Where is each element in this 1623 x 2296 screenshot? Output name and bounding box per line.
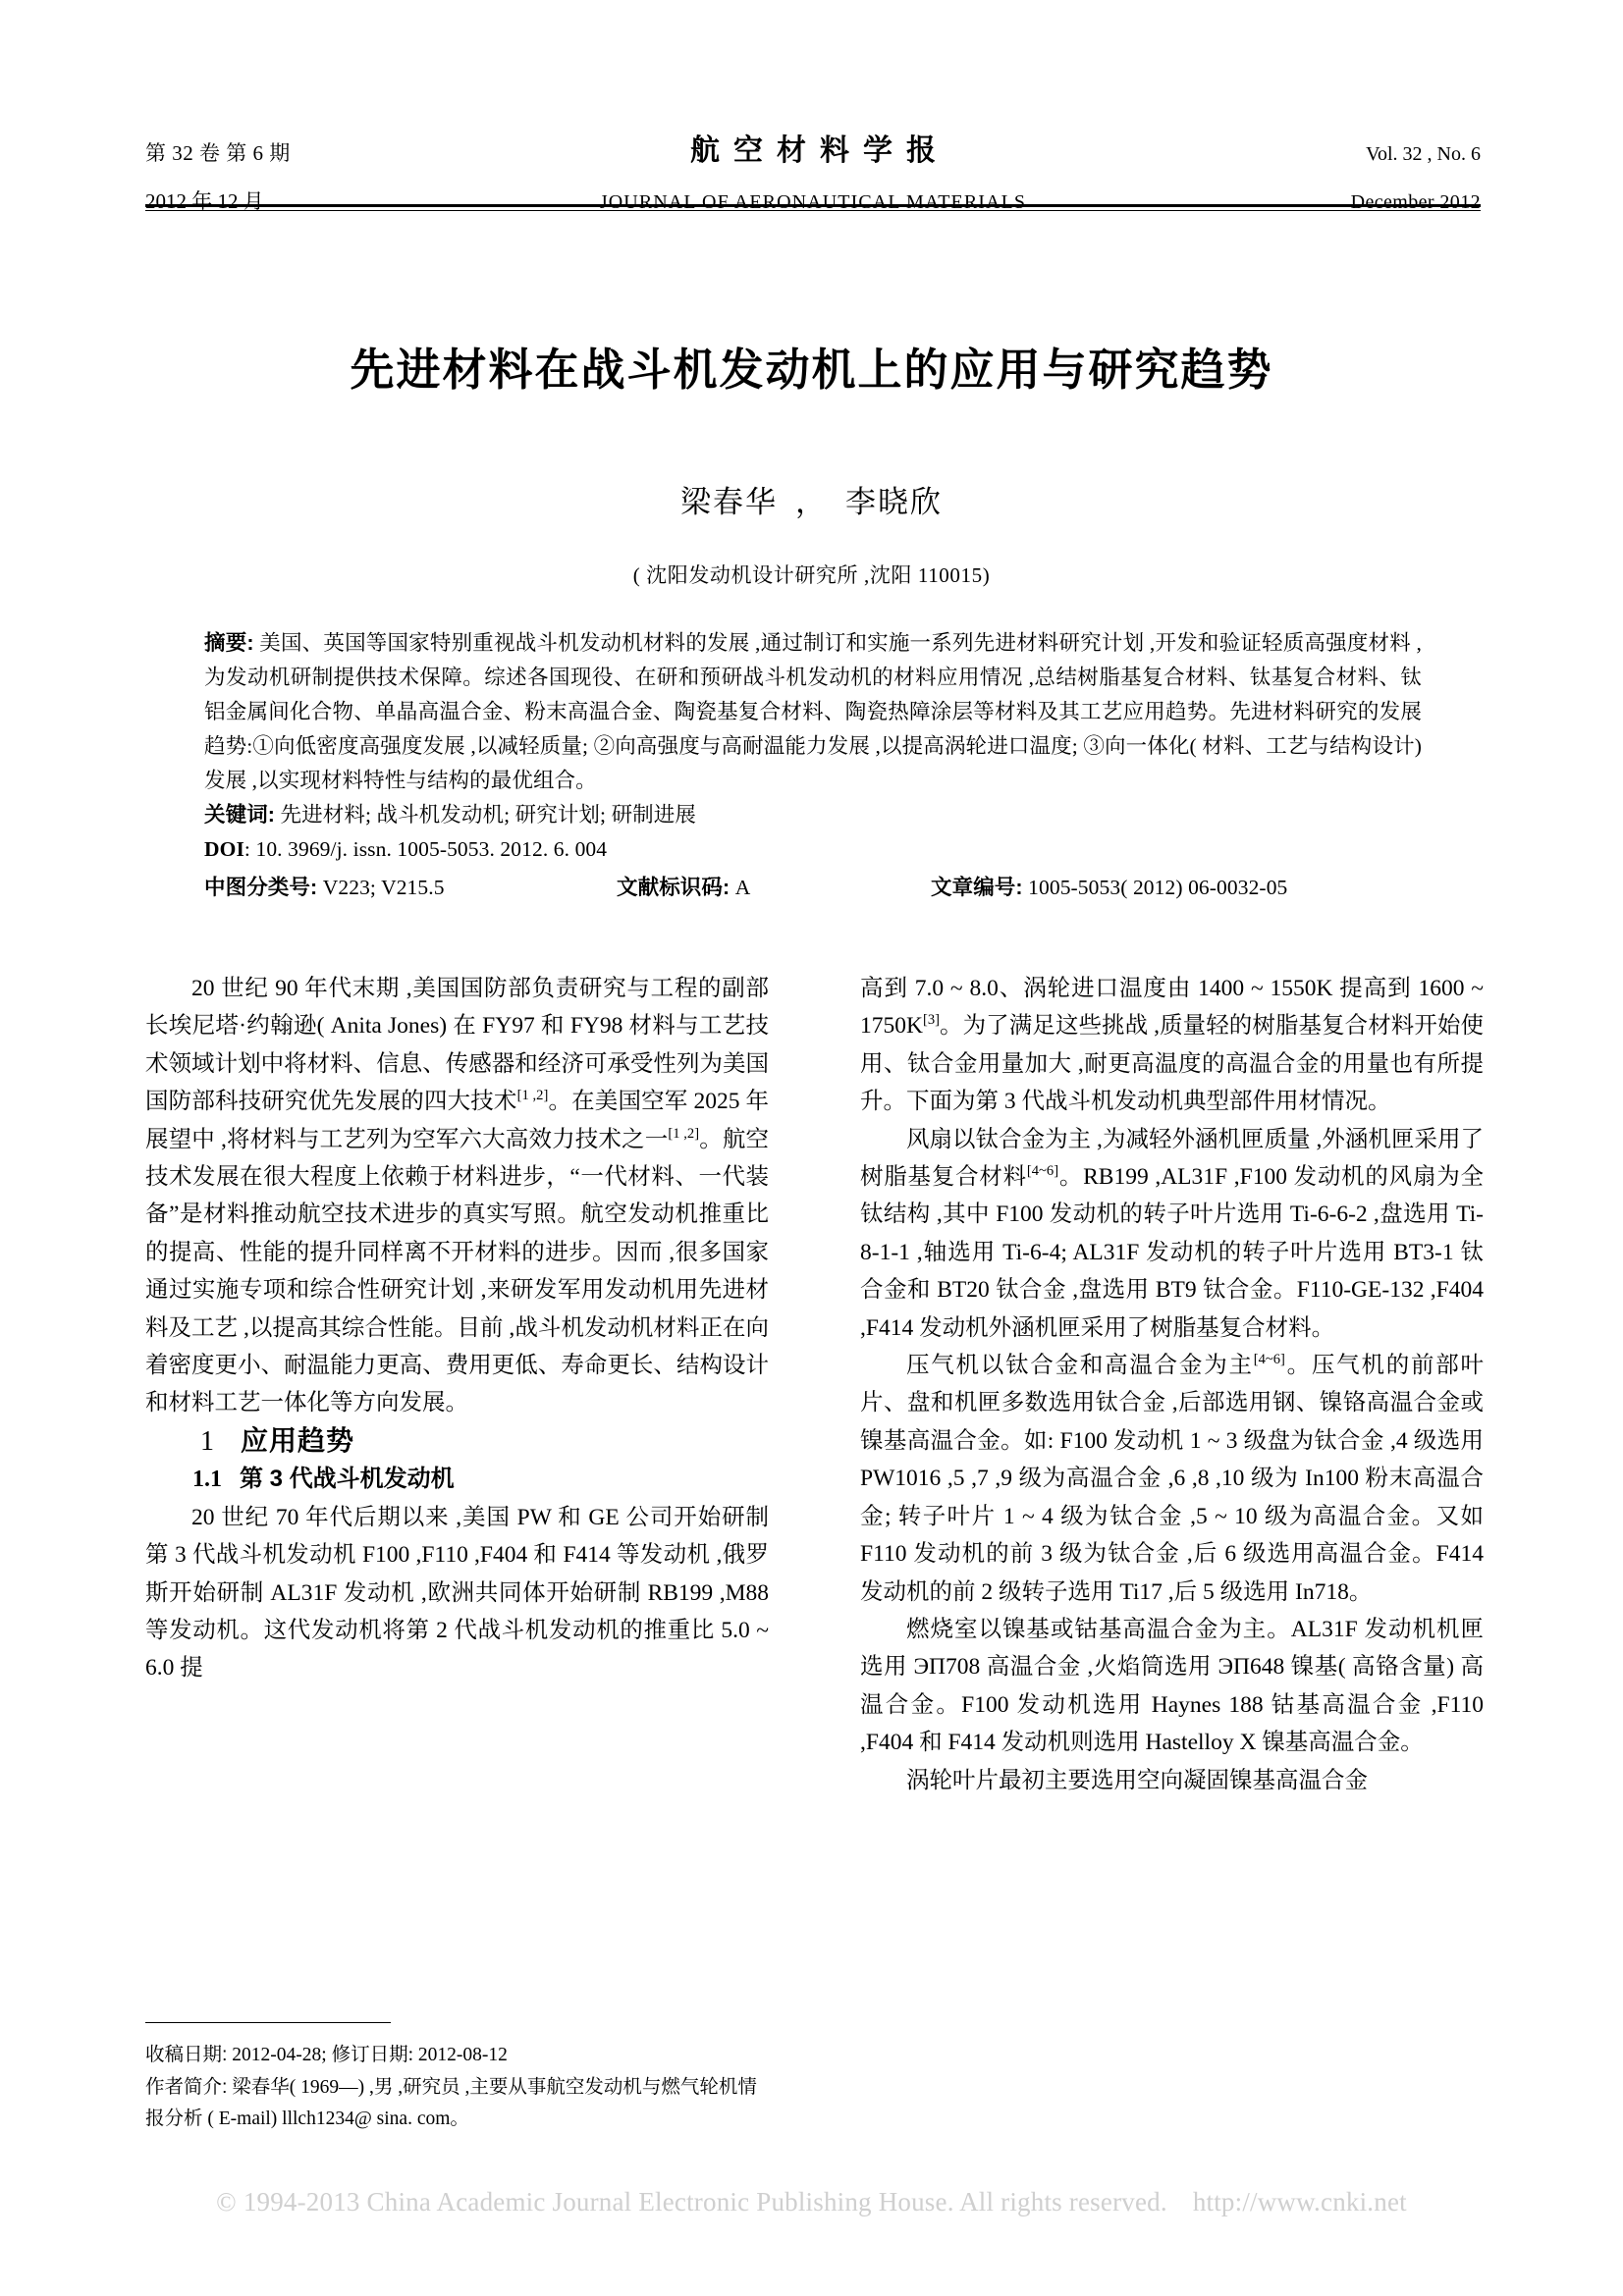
doi-label: DOI bbox=[204, 837, 244, 861]
paragraph bbox=[860, 1347, 1484, 1611]
footnote-block bbox=[145, 2022, 774, 2135]
paragraph: 燃烧室以镍基或钴基高温合金为主。AL31F 发动机机匣选用 ЭП708 高温合金 ,火焰筒选用 ЭП648 镍基( 高铬含量) 高温合金。F100 发动机选用 Haynes 188 钴基高温合金 ,F110 ,F404 和 F414 发动机则选用 Hastelloy X 镍基高温合金。 bbox=[860, 1616, 1484, 1756]
paragraph-text: 高到 7.0 ~ 8.0、涡轮进口温度由 1400 ~ 1550K 提高到 1600 ~ 1750K bbox=[860, 976, 1484, 1040]
doi-value: : 10. 3969/j. issn. 1005-5053. 2012. 6. 004 bbox=[243, 837, 608, 861]
reference-marker: [4~6] bbox=[1026, 1163, 1059, 1180]
paragraph: 20 世纪 70 年代后期以来 ,美国 PW 和 GE 公司开始研制第 3 代战斗机发动机 F100 ,F110 ,F404 和 F414 等发动机 ,俄罗斯开始研制 AL31F 发动机 ,欧洲共同体开始研制 RB199 ,M88 等发动机。这代发动机将第 2 代战斗机发动机的推重比 5.0 ~ 6.0 提 bbox=[145, 1504, 769, 1682]
paragraph-text: 风扇以钛合金为主 ,为减轻外涵机匣质量 ,外涵机匣采用了树脂基复合材料 bbox=[860, 1126, 1484, 1191]
body-column-left bbox=[145, 970, 769, 1687]
paragraph-text: 。航空技术发展在很大程度上依赖于材料进步，“一代材料、一代装备”是材料推动航空技术进步的真实写照。航空发动机推重比的提高、性能的提升同样离不开材料的进步。因而 ,很多国家通过实施专项和综合性研究计划 ,来研发军用发动机用先进材料及工艺 ,以提高其综合性能。目前 ,战斗机发动机材料正在向着密度更小、耐温能力更高、费用更低、寿命更长、结构设计和材料工艺一体化等方向发展。 bbox=[145, 1126, 770, 1416]
section-number: 1 bbox=[200, 1425, 215, 1457]
issue-date-en: December 2012 bbox=[1350, 191, 1481, 213]
keywords-text: 先进材料; 战斗机发动机; 研究计划; 研制进展 bbox=[275, 803, 696, 827]
article-id bbox=[931, 871, 1422, 905]
abstract-text: 美国、英国等国家特别重视战斗机发动机材料的发展 ,通过制订和实施一系列先进材料研究计划 ,开发和验证轻质高强度材料 ,为发动机研制提供技术保障。综述各国现役、在研和预研战斗机发动机的材料应用情况 ,总结树脂基复合材料、钛基复合材料、钛铝金属间化合物、单晶高温合金、粉末高温合金、陶瓷基复合材料、陶瓷热障涂层等材料及其工艺应用趋势。先进材料研究的发展趋势:①向低密度高强度发展 ,以减轻质量; ②向高强度与高耐温能力发展 ,以提高涡轮进口温度; ③向一体化( 材料、工艺与结构设计) 发展 ,以实现材料特性与结构的最优组合。 bbox=[204, 631, 1422, 792]
paragraph-text: 。在美国空军 2025 年展望中 ,将材料与工艺列为空军六大高效力技术之一 bbox=[145, 1089, 770, 1152]
keywords-paragraph bbox=[204, 798, 1422, 832]
page-title: 先进材料在战斗机发动机上的应用与研究趋势 bbox=[350, 345, 1273, 395]
footnote-divider-rule bbox=[145, 2022, 391, 2023]
reference-marker: [1 ,2] bbox=[668, 1125, 700, 1142]
copyright-text: © 1994-2013 China Academic Journal Electronic Publishing House. All rights reserved. bbox=[216, 2187, 1167, 2216]
clc-number bbox=[204, 871, 617, 905]
paragraph: 涡轮叶片最初主要选用空向凝固镍基高温合金 bbox=[906, 1767, 1368, 1793]
subsection-number: 1.1 bbox=[192, 1467, 222, 1493]
journal-title-en: JOURNAL OF AERONAUTICAL MATERIALS bbox=[599, 191, 1027, 213]
abstract-block bbox=[204, 626, 1422, 905]
section-heading-1 bbox=[145, 1422, 769, 1461]
volume-issue-en: Vol. 32 , No. 6 bbox=[1366, 143, 1481, 165]
classification-line bbox=[204, 871, 1422, 905]
section-title: 应用趋势 bbox=[241, 1424, 355, 1456]
subsection-title: 第 3 代战斗机发动机 bbox=[240, 1466, 455, 1493]
journal-title-cn: 航空材料学报 bbox=[690, 134, 949, 167]
paragraph bbox=[860, 1121, 1484, 1347]
document-code-label: 文献标识码: bbox=[617, 876, 730, 899]
paragraph-text: 20 世纪 90 年代末期 ,美国国防部负责研究与工程的副部长埃尼塔·约翰逊( Anita Jones) 在 FY97 和 FY98 材料与工艺技术领域计划中将材料、信息、传感器和经济可承受性列为美国国防部科技研究优先发展的四大技术 bbox=[145, 976, 769, 1115]
volume-issue-cn: 第 32 卷 第 6 期 bbox=[145, 141, 291, 165]
header-divider-rule bbox=[145, 204, 1481, 211]
paragraph-text: 压气机以钛合金和高温合金为主 bbox=[906, 1353, 1254, 1379]
article-id-label: 文章编号: bbox=[931, 876, 1023, 899]
clc-value: V223; V215.5 bbox=[317, 876, 445, 899]
document-code bbox=[617, 871, 931, 905]
copyright-watermark bbox=[0, 2187, 1623, 2217]
article-id-value: 1005-5053( 2012) 06-0032-05 bbox=[1022, 876, 1288, 899]
masthead bbox=[145, 126, 1481, 215]
issue-date-cn: 2012 年 12 月 bbox=[145, 189, 264, 213]
author-bio-label: 作者简介: bbox=[145, 2076, 228, 2098]
author-name-1: 梁春华 bbox=[680, 485, 778, 519]
doi-line bbox=[204, 832, 1422, 867]
masthead-row-top bbox=[145, 126, 1481, 169]
paragraph-text: 。压气机的前部叶片、盘和机匣多数选用钛合金 ,后部选用钢、镍铬高温合金或镍基高温合金。如: F100 发动机 1 ~ 3 级盘为钛合金 ,4 级选用 PW1016 ,5 ,7 ,9 级为高温合金 ,6 ,8 ,10 级为 In100 粉末高温合金; 转子叶片 1 ~ 4 级为钛合金 ,5 ~ 10 级为高温合金。又如 F110 发动机的前 3 级为钛合金 ,后 6 级选用高温合金。F414 发动机的前 2 级转子选用 Ti17 ,后 5 级选用 In718。 bbox=[860, 1353, 1485, 1605]
author-bio-line bbox=[145, 2071, 774, 2135]
author-name-2: 李晓欣 bbox=[845, 485, 943, 519]
paragraph-text: 。为了满足这些挑战 ,质量轻的树脂基复合材料开始使用、钛合金用量加大 ,耐更高温度的高温合金的用量也有所提升。下面为第 3 代战斗机发动机典型部件用材情况。 bbox=[860, 1013, 1484, 1115]
section-heading-1-1 bbox=[145, 1461, 769, 1498]
received-date-line bbox=[145, 2039, 774, 2071]
paragraph-text: 。RB199 ,AL31F ,F100 发动机的风扇为全钛结构 ,其中 F100 发动机的转子叶片选用 Ti-6-6-2 ,盘选用 Ti-8-1-1 ,轴选用 Ti-6-4; AL31F 发动机的转子叶片选用 BT3-1 钛合金和 BT20 钛合金 ,盘选用 BT9 钛合金。F110-GE-132 ,F404 ,F414 发动机外涵机匣采用了树脂基复合材料。 bbox=[860, 1164, 1484, 1341]
received-date-label: 收稿日期: bbox=[145, 2044, 228, 2065]
keywords-label: 关键词: bbox=[204, 803, 276, 827]
reference-marker: [3] bbox=[922, 1012, 940, 1029]
reference-marker: [1 ,2] bbox=[516, 1088, 549, 1104]
clc-label: 中图分类号: bbox=[204, 876, 318, 899]
author-separator: ， bbox=[795, 485, 828, 519]
received-date-value: 2012-04-28; 修订日期: 2012-08-12 bbox=[227, 2045, 508, 2065]
cnki-url: http://www.cnki.net bbox=[1192, 2187, 1407, 2216]
body-column-right bbox=[860, 970, 1484, 1799]
paragraph bbox=[860, 970, 1484, 1121]
reference-marker: [4~6] bbox=[1253, 1352, 1285, 1368]
paragraph bbox=[145, 970, 769, 1422]
author-list bbox=[0, 477, 1623, 521]
abstract-paragraph bbox=[204, 626, 1422, 798]
author-bio-value: 梁春华( 1969—) ,男 ,研究员 ,主要从事航空发动机与燃气轮机情报分析 ( E-mail) lllch1234@ sina. com。 bbox=[145, 2077, 757, 2129]
author-affiliation: ( 沈阳发动机设计研究所 ,沈阳 110015) bbox=[632, 563, 991, 587]
document-code-value: A bbox=[730, 876, 751, 899]
abstract-label: 摘要: bbox=[204, 631, 254, 655]
